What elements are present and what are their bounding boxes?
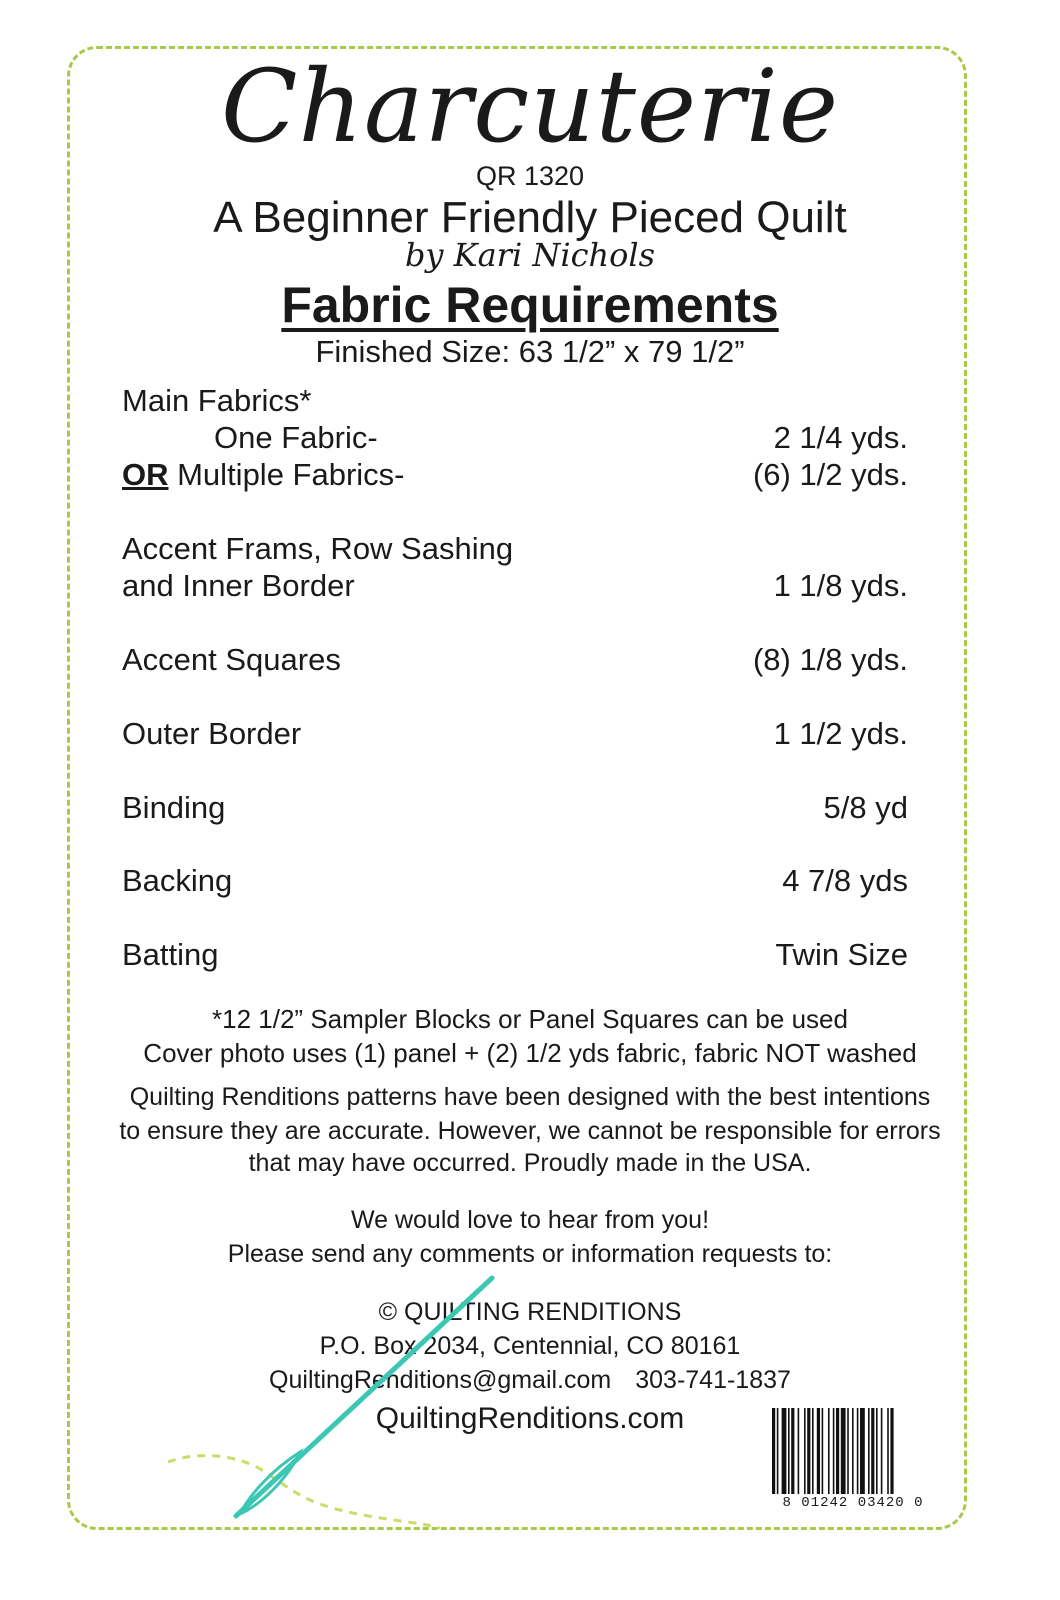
requirement-qty: (6) 1/2 yds. <box>752 457 908 492</box>
requirement-qty: 4 7/8 yds <box>782 863 908 898</box>
pattern-code: QR 1320 <box>475 161 585 191</box>
website: QuiltingRenditions.com <box>375 1402 685 1435</box>
barcode <box>762 1404 944 1516</box>
finished-size: Finished Size: 63 1/2” x 79 1/2” <box>315 334 745 369</box>
or-word: OR <box>122 457 169 492</box>
disclaimer-line: that may have occurred. Proudly made in the USA. <box>248 1149 812 1177</box>
mailing-address: P.O. Box 2034, Centennial, CO 80161 <box>319 1332 741 1360</box>
requirement-qty: (8) 1/8 yds. <box>752 642 908 677</box>
email-address: QuiltingRenditions@gmail.com <box>269 1366 612 1394</box>
requirement-label: Backing <box>122 863 233 898</box>
contact-line: We would love to hear from you! <box>350 1206 710 1234</box>
requirement-label: Binding <box>122 790 226 825</box>
requirement-qty: 1 1/2 yds. <box>773 716 908 751</box>
requirement-label: Accent Frams, Row Sashing <box>122 531 514 566</box>
requirement-label: Main Fabrics* <box>122 383 312 418</box>
disclaimer-line: to ensure they are accurate. However, we cannot be responsible for errors <box>119 1117 941 1145</box>
requirement-qty: 2 1/4 yds. <box>773 420 908 455</box>
pattern-subtitle: A Beginner Friendly Pieced Quilt <box>213 193 847 242</box>
requirement-label: Batting <box>122 937 219 972</box>
requirement-label: and Inner Border <box>122 568 355 603</box>
section-heading: Fabric Requirements <box>281 277 779 333</box>
barcode-bars-icon <box>772 1408 934 1494</box>
pattern-title: Charcuterie <box>220 48 840 165</box>
company-name: © QUILTING RENDITIONS <box>378 1298 682 1326</box>
requirement-label: Outer Border <box>122 716 302 751</box>
requirement-label: One Fabric- <box>214 420 378 455</box>
requirement-label: Accent Squares <box>122 642 341 677</box>
disclaimer-line: Quilting Renditions patterns have been designed with the best intentions <box>129 1083 931 1111</box>
note-line: *12 1/2” Sampler Blocks or Panel Squares can be used <box>212 1004 848 1034</box>
note-line: Cover photo uses (1) panel + (2) 1/2 yds fabric, fabric NOT washed <box>143 1038 917 1068</box>
barcode-number: 8 01242 03420 0 <box>782 1495 924 1511</box>
contact-line: Please send any comments or information requests to: <box>227 1240 833 1268</box>
multiple-label: Multiple Fabrics- <box>168 457 405 492</box>
requirement-qty: 5/8 yd <box>823 790 908 825</box>
phone-number: 303-741-1837 <box>635 1366 791 1394</box>
requirement-qty: 1 1/8 yds. <box>773 568 908 603</box>
requirement-qty: Twin Size <box>775 937 908 972</box>
pattern-author: by Kari Nichols <box>404 236 656 274</box>
